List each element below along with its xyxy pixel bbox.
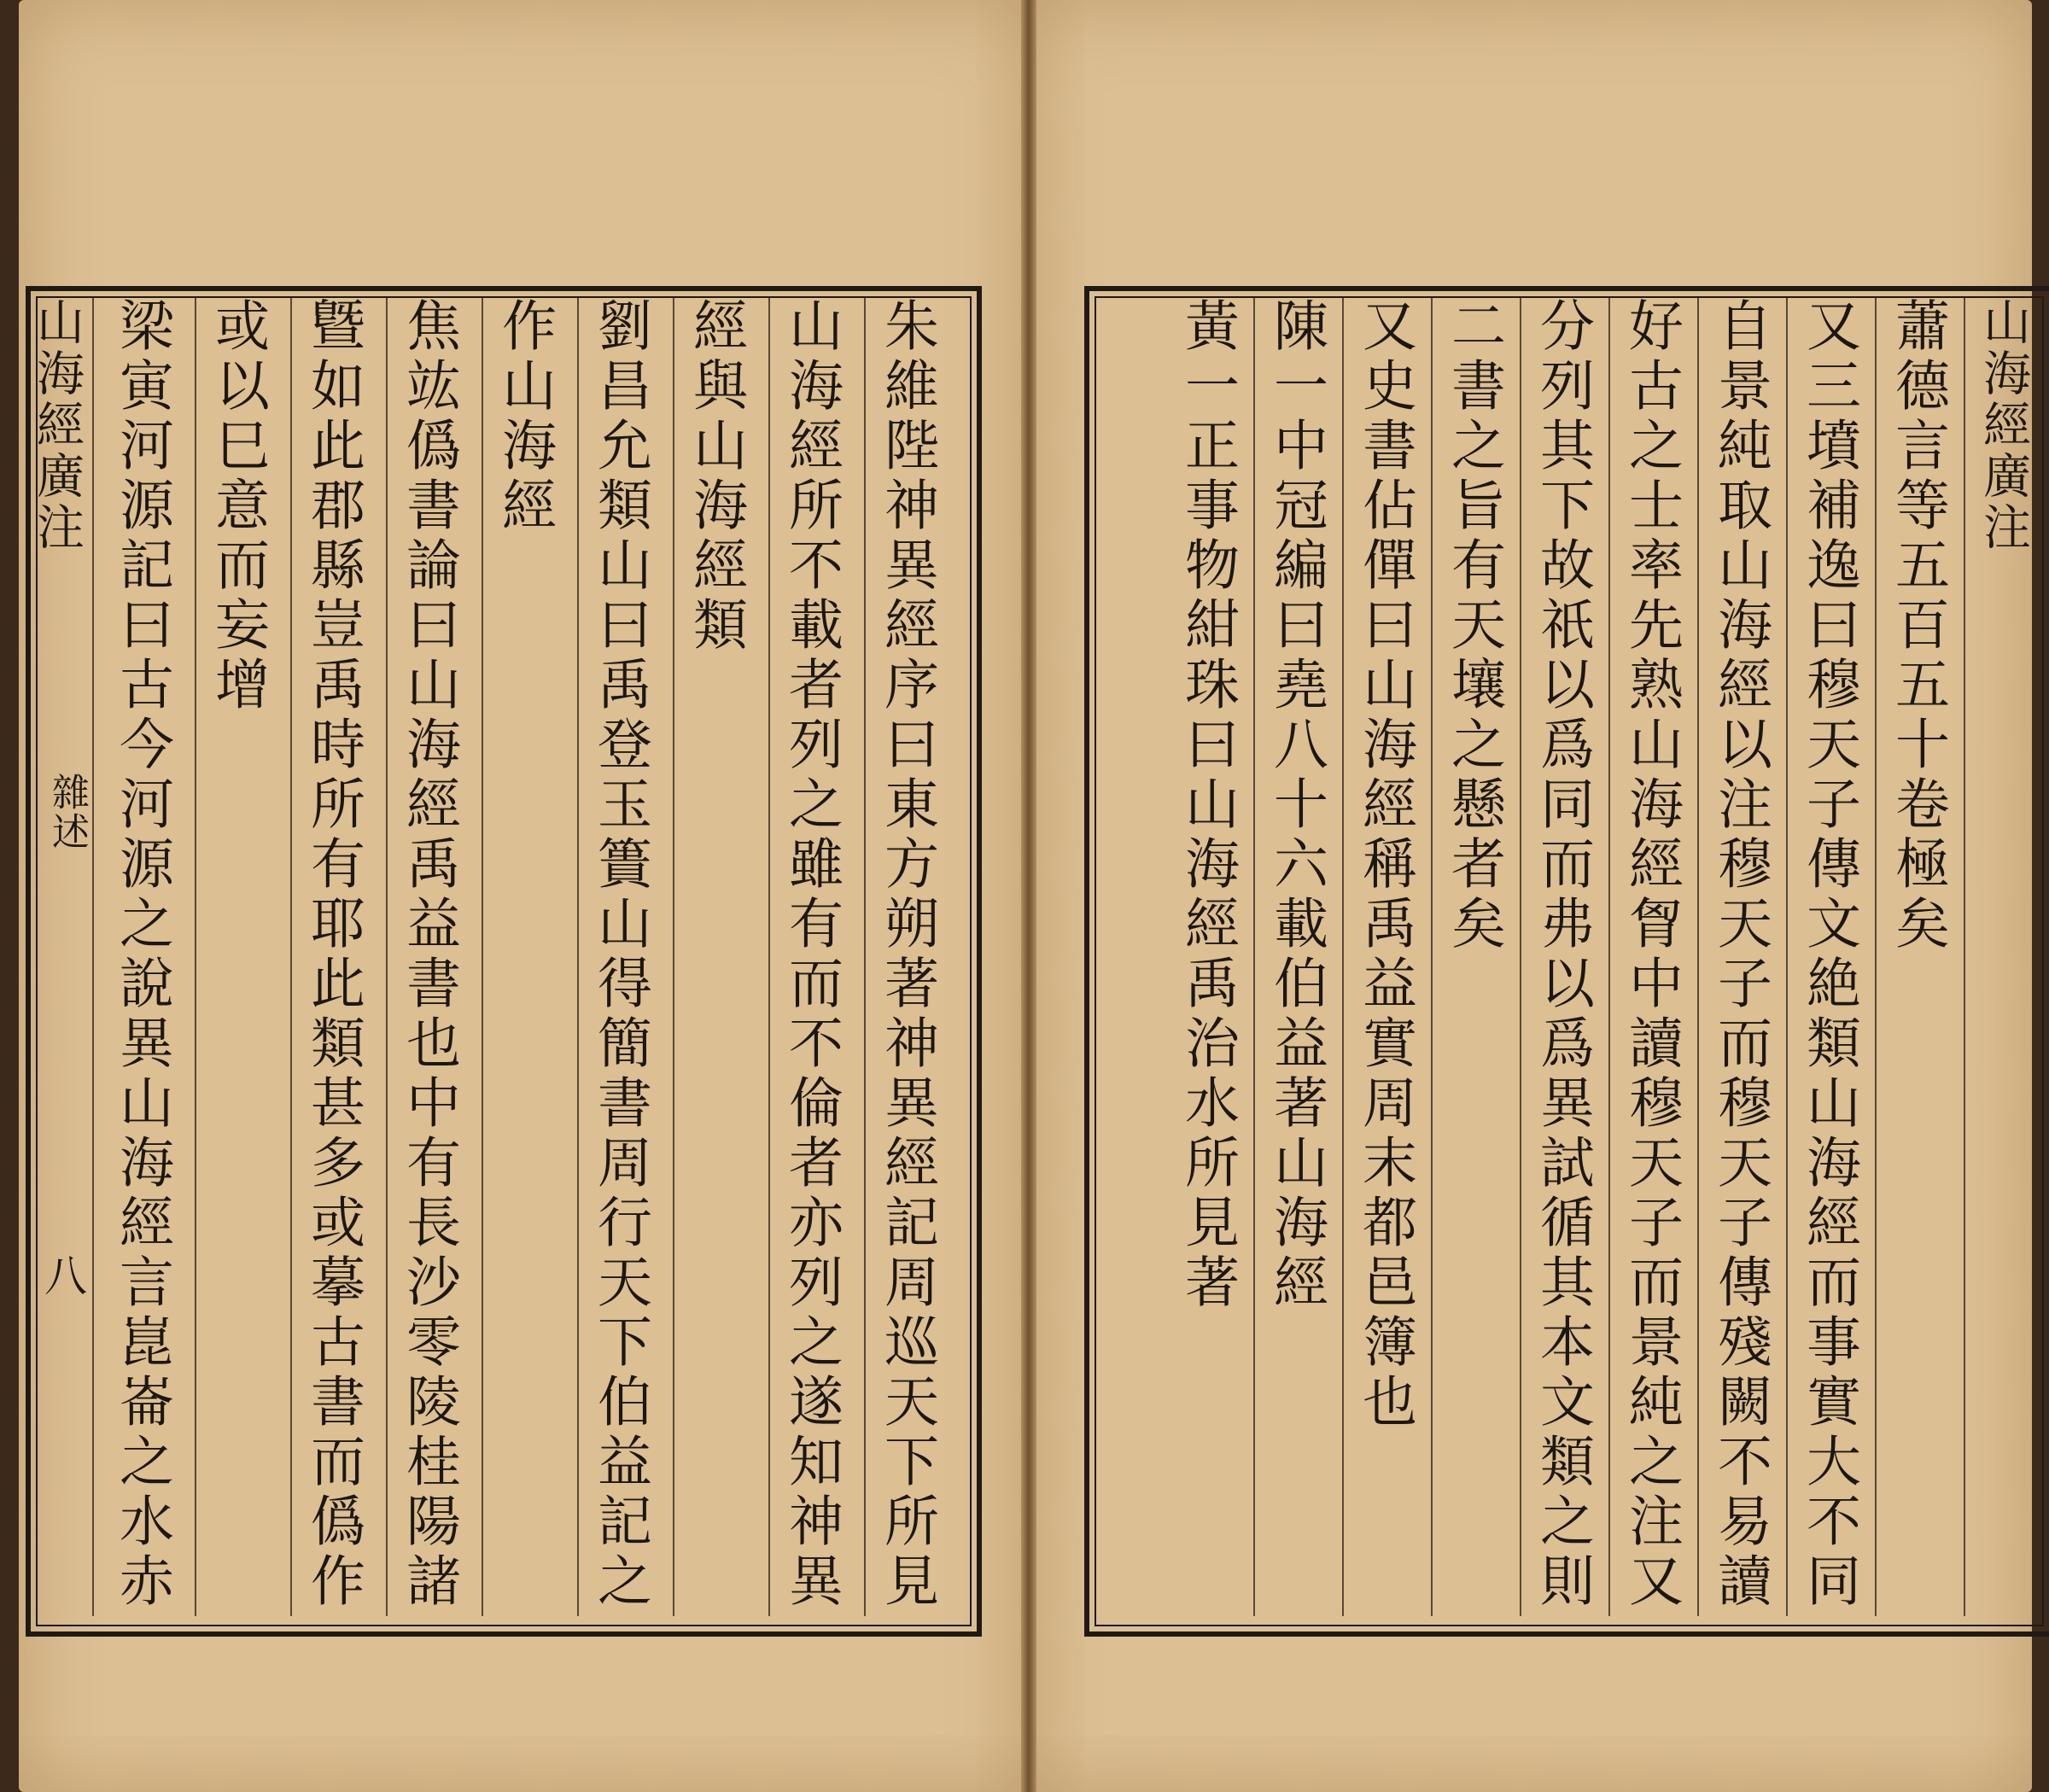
right-column-4: 好古之士率先熟山海經胷中讀穆天子而景純之注又 [1620, 297, 1683, 1612]
left-section-mark: 雜述 [45, 773, 89, 851]
left-column-rule [673, 297, 674, 1616]
right-column-rule [1608, 297, 1610, 1616]
book-gutter [1021, 0, 1036, 1792]
left-column-rule [864, 297, 866, 1616]
left-column-6: 焦竑僞書論曰山海經禹益書也中有長沙零陵桂陽諸 [397, 297, 460, 1612]
left-column-9: 梁寅河源記曰古今河源之說異山海經言崑崙之水赤 [110, 297, 173, 1612]
right-column-rule [1875, 297, 1877, 1616]
left-column-7: 曁如此郡縣豈禹時所有耶此類甚多或摹古書而僞作 [301, 297, 365, 1612]
left-column-3: 經與山海經類 [684, 297, 747, 656]
right-column-7: 又史書佔僤曰山海經稱禹益實周末都邑簿也 [1353, 297, 1416, 1433]
right-column-1: 蕭德言等五百五十卷極矣 [1886, 297, 1949, 954]
left-column-rule [92, 297, 94, 1616]
right-column-rule [1431, 297, 1433, 1616]
right-column-3: 自景純取山海經以注穆天子而穆天子傳殘闕不易讀 [1708, 297, 1772, 1612]
right-column-rule [1342, 297, 1344, 1616]
left-column-5: 作山海經 [493, 297, 556, 536]
left-column-2: 山海經所不載者列之雖有而不倫者亦列之遂知神異 [779, 297, 843, 1612]
right-column-rule [1697, 297, 1699, 1616]
left-column-rule [768, 297, 770, 1616]
right-column-rule [1253, 297, 1255, 1616]
left-column-rule [386, 297, 388, 1616]
left-column-rule [577, 297, 579, 1616]
left-column-rule [482, 297, 483, 1616]
right-column-rule [1786, 297, 1788, 1616]
right-margin-title: 山海經廣注 [1976, 297, 2031, 553]
right-column-2: 又三墳補逸曰穆天子傳文絶類山海經而事實大不同 [1797, 297, 1860, 1612]
right-column-9: 黃一正事物紺珠曰山海經禹治水所見著 [1176, 297, 1239, 1313]
left-column-4: 劉昌允類山曰禹登玉簣山得簡書周行天下伯益記之 [588, 297, 651, 1612]
right-column-6: 二書之旨有天壤之懸者矣 [1442, 297, 1505, 954]
left-column-1: 朱維陛神異經序曰東方朔著神異經記周巡天下所見 [875, 297, 938, 1612]
left-margin-title: 山海經廣注 [29, 297, 85, 553]
left-column-8: 或以巳意而妄增 [206, 297, 269, 715]
right-column-5: 分列其下故祇以爲同而弗以爲異試循其本文類之則 [1531, 297, 1594, 1612]
right-column-8: 陳一中冠編曰堯八十六載伯益著山海經 [1264, 297, 1328, 1313]
right-column-rule [1520, 297, 1521, 1616]
right-column-rule [1964, 297, 1965, 1616]
left-column-rule [195, 297, 196, 1616]
left-column-rule [290, 297, 292, 1616]
left-page-number: 八 [44, 1252, 87, 1301]
